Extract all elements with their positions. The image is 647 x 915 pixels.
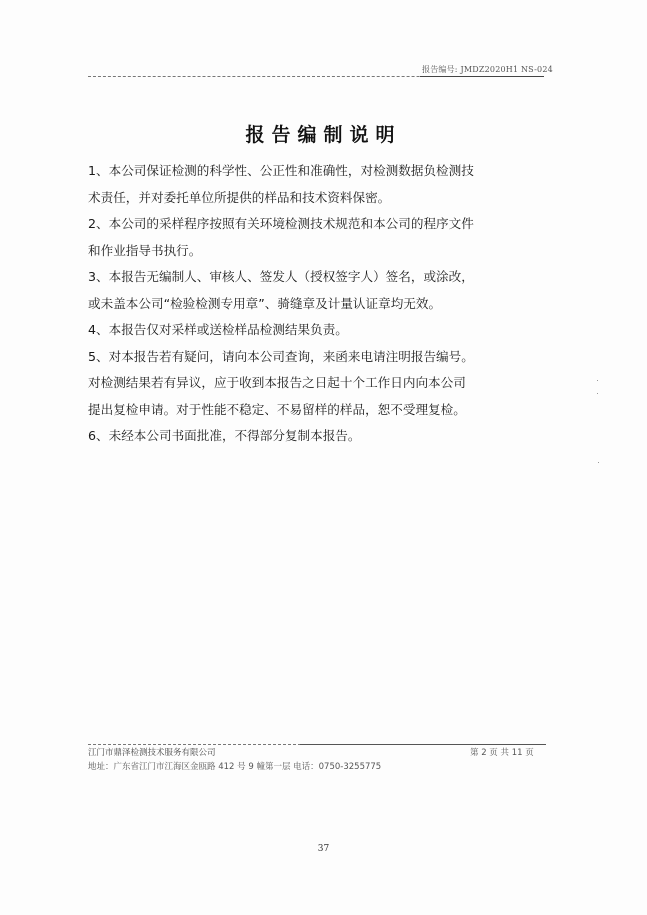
paragraph: [88, 317, 548, 344]
company-address: 地址：广东省江门市江海区金瓯路 412 号 9 幢第一层 电话：0750-3255775: [88, 762, 382, 772]
paragraph-line: 对检测结果若有异议，应于收到本报告之日起十个工作日内向本公司: [88, 375, 466, 390]
page-reference: 第 2 页 共 11 页: [470, 748, 534, 758]
paragraph-line: 2、本公司的采样程序按照有关环境检测技术规范和本公司的程序文件: [88, 216, 474, 231]
paragraph: [88, 423, 548, 450]
paragraph-line: 4、本报告仅对采样或送检样品检测结果负责。: [88, 322, 348, 337]
page-number: 37: [317, 844, 330, 854]
paragraph: [88, 158, 548, 211]
scan-speck: [597, 393, 598, 394]
paragraph-line: 和作业指导书执行。: [88, 242, 202, 258]
company-name: 江门市鼎泽检测技术服务有限公司: [88, 748, 216, 758]
paragraph-line: 术责任，并对委托单位所提供的样品和技术资料保密。: [88, 189, 391, 205]
paragraph-line: 提出复检申请。对于性能不稳定、不易留样的样品，恕不受理复检。: [88, 401, 466, 417]
header-divider-solid: [420, 76, 544, 77]
paragraph-line: 6、未经本公司书面批准，不得部分复制本报告。: [88, 428, 361, 443]
paragraph: [88, 264, 548, 317]
scan-speck: [597, 380, 598, 381]
report-number: 报告编号: JMDZ2020H1 NS-024: [422, 65, 553, 74]
document-body: [88, 158, 548, 450]
paragraph-line: 1、本公司保证检测的科学性、公正性和准确性，对检测数据负检测技: [88, 163, 474, 178]
paragraph: [88, 211, 548, 264]
footer-divider-solid: [300, 744, 546, 745]
document-title: 报告编制说明: [245, 124, 402, 146]
paragraph-line: 3、本报告无编制人、审核人、签发人（授权签字人）签名，或涂改，: [88, 269, 474, 284]
scan-speck: [598, 462, 599, 463]
paragraph-line: 5、对本报告若有疑问，请向本公司查询，来函来电请注明报告编号。: [88, 348, 474, 364]
paragraph: [88, 344, 548, 424]
paragraph-line: 或未盖本公司“检验检测专用章”、骑缝章及计量认证章均无效。: [88, 295, 442, 311]
